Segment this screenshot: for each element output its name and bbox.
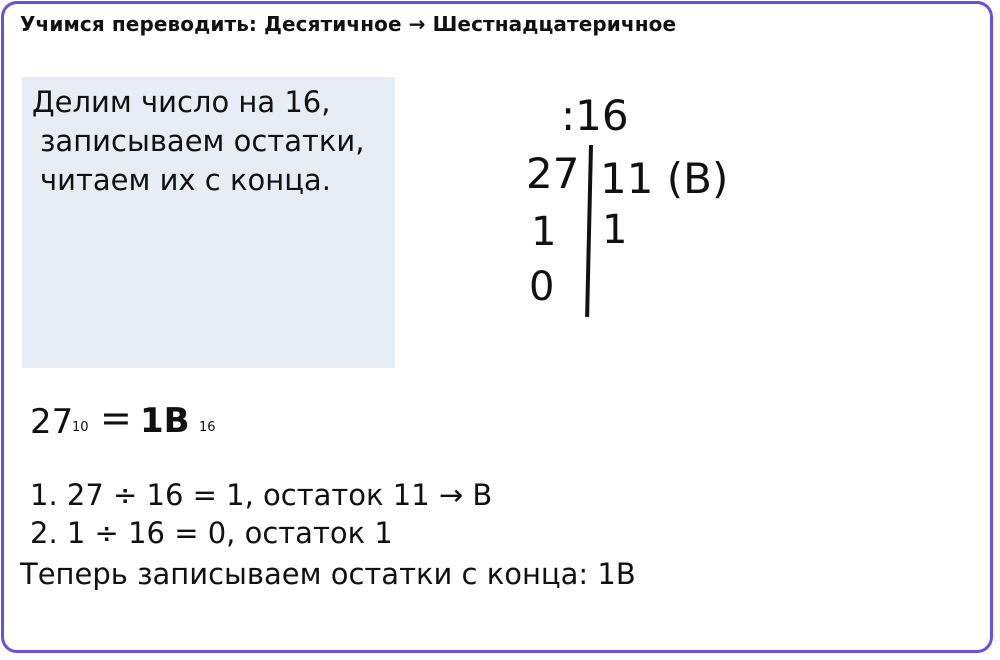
explanation-note bbox=[22, 77, 395, 368]
decimal-base: 10 bbox=[72, 420, 89, 435]
quotient-1: 1 bbox=[531, 209, 557, 255]
page-title: Учимся переводить: Десятичное → Шестнадцатеричное bbox=[20, 12, 677, 36]
remainder-11: 11 (B) bbox=[600, 154, 729, 203]
hex-base: 16 bbox=[199, 420, 216, 435]
note-line-3: читаем их с конца. bbox=[40, 163, 331, 197]
note-line-2: записываем остатки, bbox=[40, 124, 365, 158]
divisor-label: :16 bbox=[561, 91, 629, 140]
equals-sign: = bbox=[100, 396, 132, 440]
step-1: 1. 27 ÷ 16 = 1, остаток 11 → B bbox=[30, 478, 493, 512]
hex-value: 1B bbox=[140, 401, 190, 441]
conclusion-text: Теперь записываем остатки с конца: 1B bbox=[20, 557, 636, 591]
quotient-27: 27 bbox=[526, 149, 580, 198]
remainder-1: 1 bbox=[602, 207, 628, 253]
note-line-1: Делим число на 16, bbox=[32, 85, 331, 119]
decimal-value: 27 bbox=[30, 402, 74, 442]
quotient-0: 0 bbox=[529, 264, 555, 310]
step-2: 2. 1 ÷ 16 = 0, остаток 1 bbox=[30, 516, 393, 550]
